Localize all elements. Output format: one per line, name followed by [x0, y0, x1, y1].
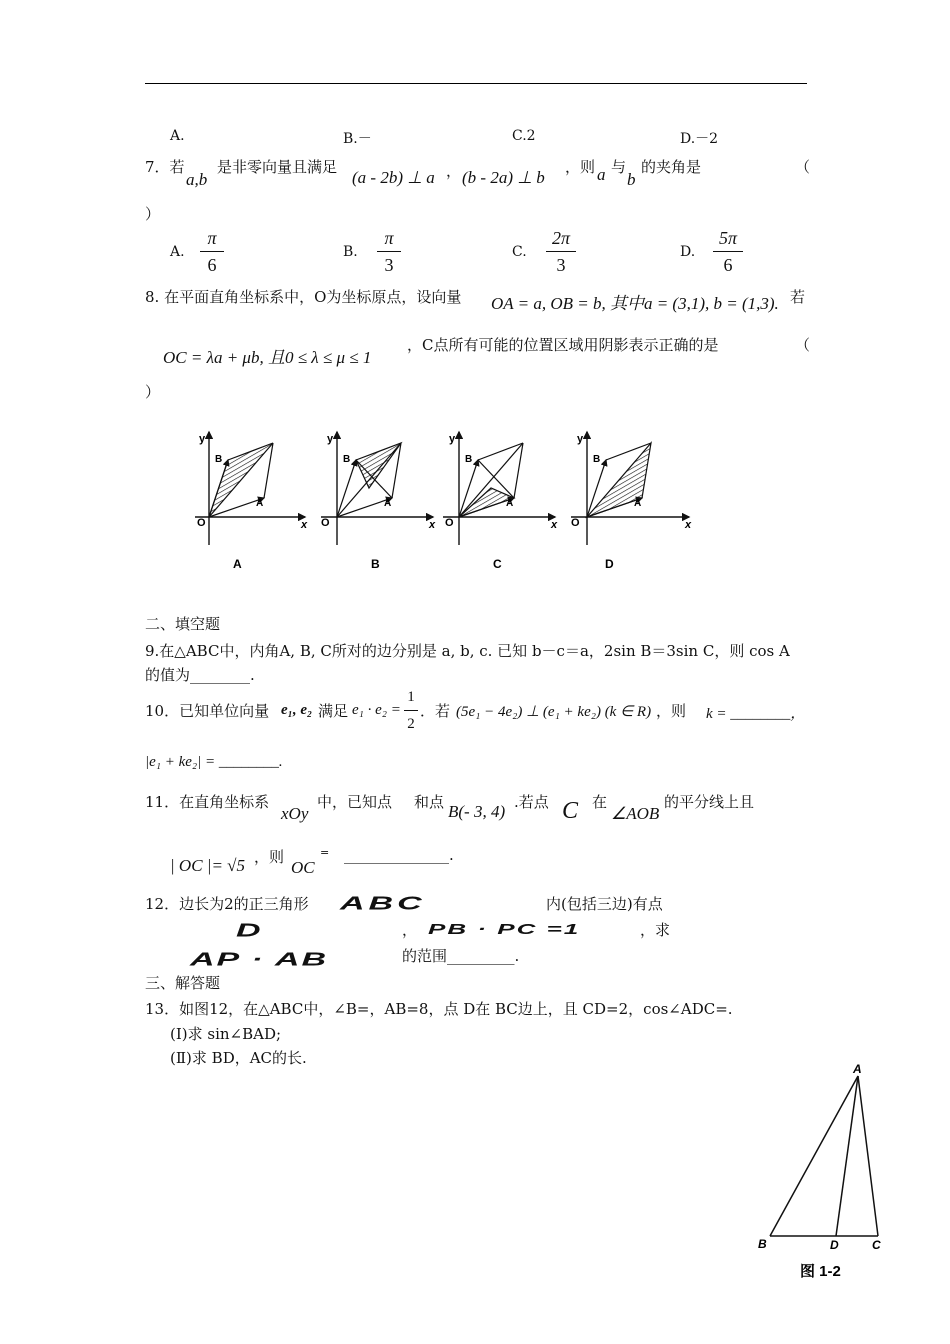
q11-oc: OC	[291, 858, 315, 877]
section-3-heading: 三、解答题	[145, 974, 221, 992]
q11-eq: =	[320, 846, 330, 859]
q7-a: a	[597, 165, 606, 184]
q7-option-d-label: D.	[680, 244, 696, 260]
q12-expression: AP · AB	[190, 948, 329, 970]
q8-vectors: OA = a, OB = b, 其中a = (3,1), b = (1,3).	[491, 294, 779, 313]
q11-text-4: .若点	[514, 793, 549, 811]
q8-figure-a	[195, 432, 308, 571]
q8-fig-b-b: B	[343, 454, 351, 465]
q8-paren-close: ）	[145, 383, 161, 401]
q8-figure-d	[571, 432, 692, 571]
q7-paren-close: ）	[145, 205, 161, 223]
q8-fig-a-label: A	[233, 557, 242, 571]
q6-option-d: D.－2	[680, 131, 719, 147]
q8-figure-c	[443, 432, 558, 571]
q8-fig-b-x-label: x	[429, 519, 436, 531]
q10-text-2: 满足	[318, 702, 349, 720]
q7-condition-1: (a - 2b) ⊥ a	[352, 168, 435, 187]
q8-text-1: 8. 在平面直角坐标系中，O为坐标原点，设向量	[145, 288, 462, 306]
q11-text-7: ，则	[254, 848, 285, 866]
q7-yu: 与	[611, 158, 627, 176]
q12-sep: ，	[402, 921, 418, 939]
q8-fig-a-origin: O	[197, 517, 206, 529]
q8-paren-open: （	[795, 336, 811, 354]
q6-option-a: A.	[170, 128, 185, 144]
q7-b: b	[627, 170, 636, 189]
q8-fig-a-b: B	[215, 454, 223, 465]
q8-figures	[185, 420, 705, 580]
q13-line-1: 13．如图12，在△ABC中，∠B=，AB=8，点 D在 BC边上，且 CD=2，cos∠ADC=.	[145, 1000, 733, 1018]
q7-option-d-fraction: 5π 6	[713, 228, 743, 275]
q7-condition-2: (b - 2a) ⊥ b	[462, 168, 545, 187]
q8-figure-b	[321, 432, 436, 571]
q11-blank: ______________.	[344, 846, 454, 864]
q12-abc: ABC	[340, 892, 426, 914]
q11-condition: | OC |= √5	[170, 856, 246, 875]
q7-ab: a,b	[186, 170, 208, 189]
q7-option-a-fraction: π 6	[200, 228, 224, 275]
q9-line-1: 9.在△ABC中，内角A, B, C所对的边分别是 a, b, c. 已知 b－c＝a，2sin B＝3sin C，则 cos A	[145, 642, 790, 660]
figure-caption: 图 1-2	[800, 1263, 841, 1280]
q10-k: k = ________，	[706, 706, 806, 722]
q7-text-1: 是非零向量且满足	[217, 158, 338, 176]
q13-line-3: (Ⅱ)求 BD，AC的长.	[170, 1049, 307, 1067]
q8-fig-b-origin: O	[321, 517, 330, 529]
q11-text-5: 在	[592, 793, 608, 811]
q8-fig-c-a: A	[506, 498, 514, 509]
q11-angle: ∠AOB	[611, 804, 660, 823]
q11-point-b: B(- 3, 4)	[448, 802, 506, 821]
q11-c: C	[562, 798, 579, 824]
q8-fig-b-y-label: y	[327, 433, 334, 445]
q8-fig-c-x-label: x	[551, 519, 558, 531]
q8-fig-c-origin: O	[445, 517, 454, 529]
q10-condition: (5e₁ − 4e₂) ⊥ (e₁ + ke₂) (k ∈ R)	[456, 704, 652, 720]
q8-ruo: 若	[790, 288, 806, 306]
q7-option-c-label: C.	[512, 244, 527, 260]
q7-option-a-label: A.	[170, 244, 185, 260]
q11-text-1: 11．在直角坐标系	[145, 793, 270, 811]
q7-option-c-fraction: 2π 3	[546, 228, 576, 275]
header-rule	[145, 83, 807, 84]
q8-fig-c-label: C	[493, 557, 502, 571]
q10-text-4: ，则	[656, 702, 687, 720]
q11-text-3: 和点	[414, 793, 445, 811]
q12-text-2: 内(包括三边)有点	[546, 895, 663, 913]
q7-number: 7．若	[145, 158, 185, 176]
q11-text-2: 中，已知点	[317, 793, 393, 811]
q7-option-b-label: B.	[343, 244, 358, 260]
q12-text-1: 12．边长为2的正三角形	[145, 895, 309, 913]
figure-point-c: C	[872, 1238, 881, 1252]
q8-condition: OC = λa + μb, 且0 ≤ λ ≤ μ ≤ 1	[163, 348, 372, 367]
q11-text-6: 的平分线上且	[664, 793, 755, 811]
q12-text-4: 的范围_________.	[402, 947, 520, 965]
q10-dot: e₁ · e₂ =	[352, 702, 401, 718]
q7-option-b-fraction: π 3	[377, 228, 401, 275]
q8-fig-d-origin: O	[571, 517, 580, 529]
q8-fig-c-y-label: y	[449, 433, 456, 445]
q12-d: D	[236, 919, 265, 941]
q6-option-c: C.2	[512, 128, 536, 144]
q8-fig-b-a: A	[384, 498, 392, 509]
q8-fig-c-b: B	[465, 454, 473, 465]
q8-fig-a-x-label: x	[301, 519, 308, 531]
q8-text-2: ，C点所有可能的位置区域用阴影表示正确的是	[407, 336, 719, 354]
q8-fig-b-label: B	[371, 557, 380, 571]
triangle-figure	[750, 1060, 900, 1290]
q11-xoy: xOy	[281, 804, 309, 823]
section-2-heading: 二、填空题	[145, 615, 221, 633]
q9-line-2: 的值为________.	[145, 666, 255, 684]
q10-e12: e₁, e₂	[281, 702, 313, 718]
figure-point-a: A	[853, 1062, 862, 1076]
q8-fig-d-y-label: y	[577, 433, 584, 445]
q10-line-2: |e₁ + ke₂| = ________.	[145, 754, 283, 770]
q8-fig-a-y-label: y	[199, 433, 206, 445]
q7-text-2: ，则	[565, 158, 596, 176]
q8-fig-d-label: D	[605, 557, 614, 571]
q8-fig-d-b: B	[593, 454, 601, 465]
figure-point-d: D	[830, 1238, 839, 1252]
q8-fig-d-x-label: x	[685, 519, 692, 531]
q8-fig-a-a: A	[256, 498, 264, 509]
q12-text-3: ，求	[640, 921, 671, 939]
q6-option-b: B.－	[343, 131, 372, 147]
q13-line-2: (Ⅰ)求 sin∠BAD;	[170, 1025, 282, 1043]
q10-text-1: 10．已知单位向量	[145, 702, 270, 720]
q7-text-3: 的夹角是	[641, 158, 702, 176]
q7-paren-open: （	[795, 158, 811, 176]
q10-text-3: ．若	[420, 702, 451, 720]
q7-sep: ，	[446, 162, 462, 180]
q10-fraction: 1 2	[404, 687, 418, 734]
q8-fig-d-a: A	[634, 498, 642, 509]
q12-condition: PB · PC =1	[428, 920, 581, 938]
figure-point-b: B	[758, 1237, 767, 1251]
